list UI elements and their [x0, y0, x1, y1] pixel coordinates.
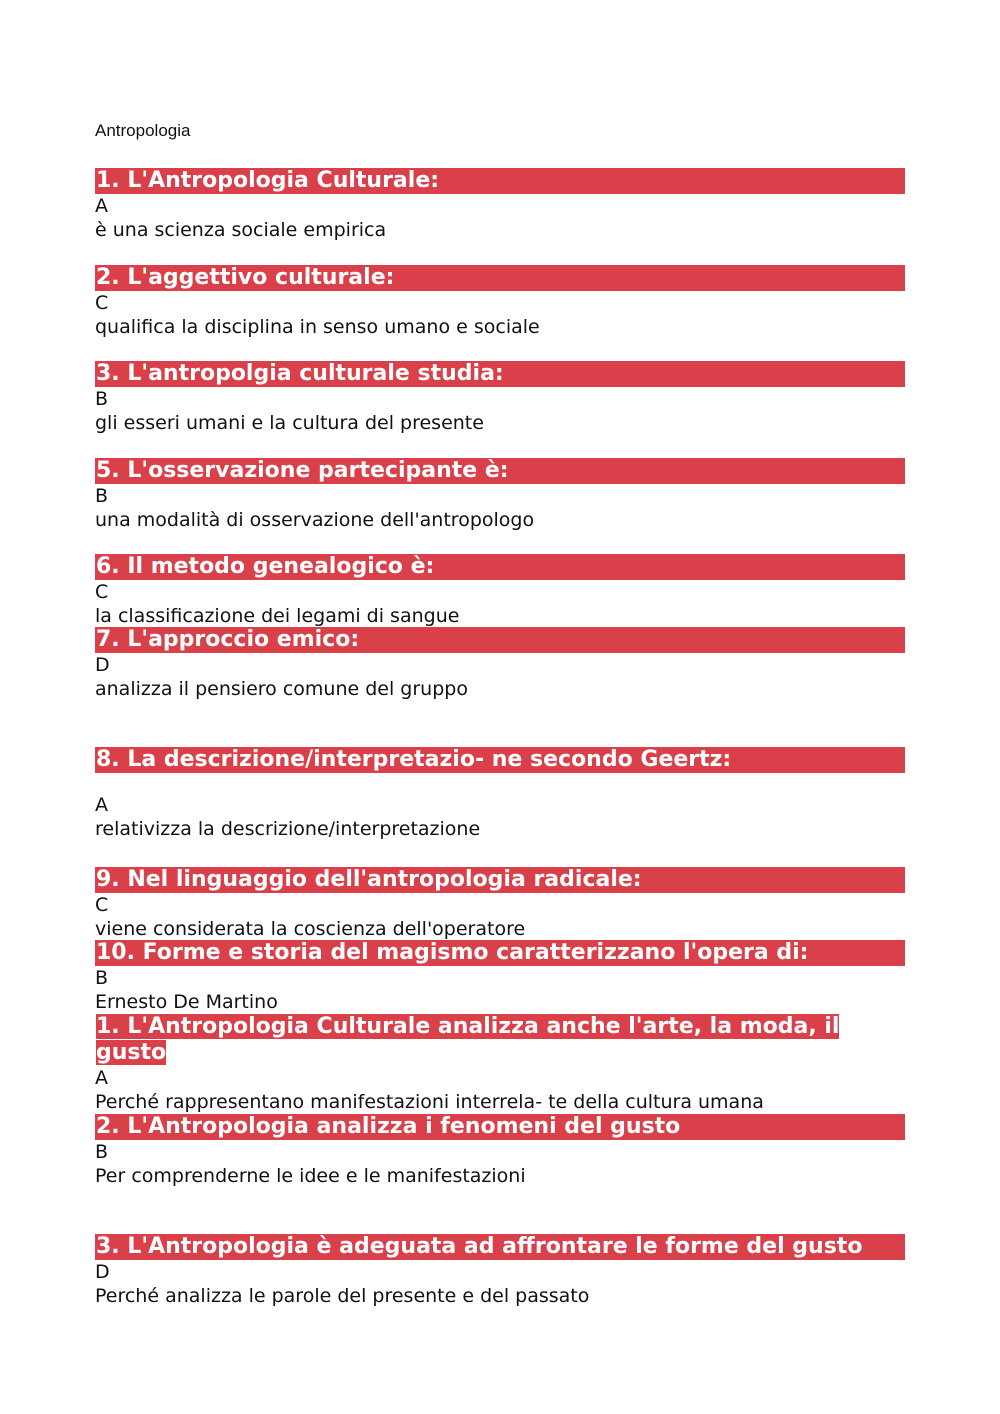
- question-block: [95, 940, 905, 1014]
- question-heading: 7. L'approccio emico:: [95, 627, 905, 653]
- question-heading: 3. L'Antropologia è adeguata ad affrontare le forme del gusto: [95, 1234, 905, 1260]
- answer-text: gli esseri umani e la cultura del presente: [95, 412, 484, 434]
- answer-text: viene considerata la coscienza dell'operatore: [95, 918, 526, 940]
- answer-text: relativizza la descrizione/interpretazione: [95, 818, 481, 840]
- answer-letter: B: [95, 967, 109, 989]
- question-heading-text: 1. L'Antropologia Culturale analizza anche l'arte, la moda, il gusto: [96, 1014, 840, 1065]
- question-heading: 2. L'Antropologia analizza i fenomeni del gusto: [95, 1114, 905, 1140]
- question-block: [95, 168, 905, 242]
- answer-letter: B: [95, 1141, 109, 1163]
- question-heading: 1. L'Antropologia Culturale:: [95, 168, 905, 194]
- question-heading: 5. L'osservazione partecipante è:: [95, 458, 905, 484]
- answer-text: Perché analizza le parole del presente e del passato: [95, 1285, 590, 1307]
- answer-text: è una scienza sociale empirica: [95, 219, 387, 241]
- question-heading: 9. Nel linguaggio dell'antropologia radicale:: [95, 867, 905, 893]
- answer-letter: C: [95, 894, 109, 916]
- answer-text: qualifica la disciplina in senso umano e sociale: [95, 316, 540, 338]
- question-heading: 3. L'antropolgia culturale studia:: [95, 361, 905, 387]
- question-block: [95, 867, 905, 941]
- question-block: [95, 458, 905, 532]
- answer-letter: A: [95, 794, 108, 816]
- answer-letter: C: [95, 581, 109, 603]
- question-block: [95, 1234, 905, 1308]
- answer-text: analizza il pensiero comune del gruppo: [95, 678, 468, 700]
- question-heading: 6. Il metodo genealogico è:: [95, 554, 905, 580]
- question-block: [95, 1014, 885, 1114]
- answer-letter: A: [95, 1067, 108, 1089]
- answer-letter: D: [95, 654, 110, 676]
- answer-letter: B: [95, 388, 109, 410]
- answer-text: una modalità di osservazione dell'antropologo: [95, 509, 535, 531]
- question-heading: [95, 1014, 885, 1066]
- question-block: [95, 265, 905, 339]
- answer-text: Ernesto De Martino: [95, 991, 278, 1013]
- question-heading: 8. La descrizione/interpretazio- ne secondo Geertz:: [95, 747, 905, 773]
- answer-text: Perché rappresentano manifestazioni interrela- te della cultura umana: [95, 1091, 764, 1113]
- question-block: [95, 627, 905, 701]
- question-block: [95, 747, 905, 841]
- answer-letter: A: [95, 195, 108, 217]
- answer-letter: D: [95, 1261, 110, 1283]
- question-block: [95, 1114, 905, 1188]
- answer-letter: C: [95, 292, 109, 314]
- answer-letter: B: [95, 485, 109, 507]
- question-block: [95, 361, 905, 435]
- answer-text: Per comprenderne le idee e le manifestazioni: [95, 1165, 526, 1187]
- question-heading: 10. Forme e storia del magismo caratterizzano l'opera di:: [95, 940, 905, 966]
- page-title: Antropologia: [95, 121, 191, 140]
- spacer: [95, 773, 905, 793]
- question-heading: 2. L'aggettivo culturale:: [95, 265, 905, 291]
- answer-text: la classificazione dei legami di sangue: [95, 605, 460, 627]
- question-block: [95, 554, 905, 628]
